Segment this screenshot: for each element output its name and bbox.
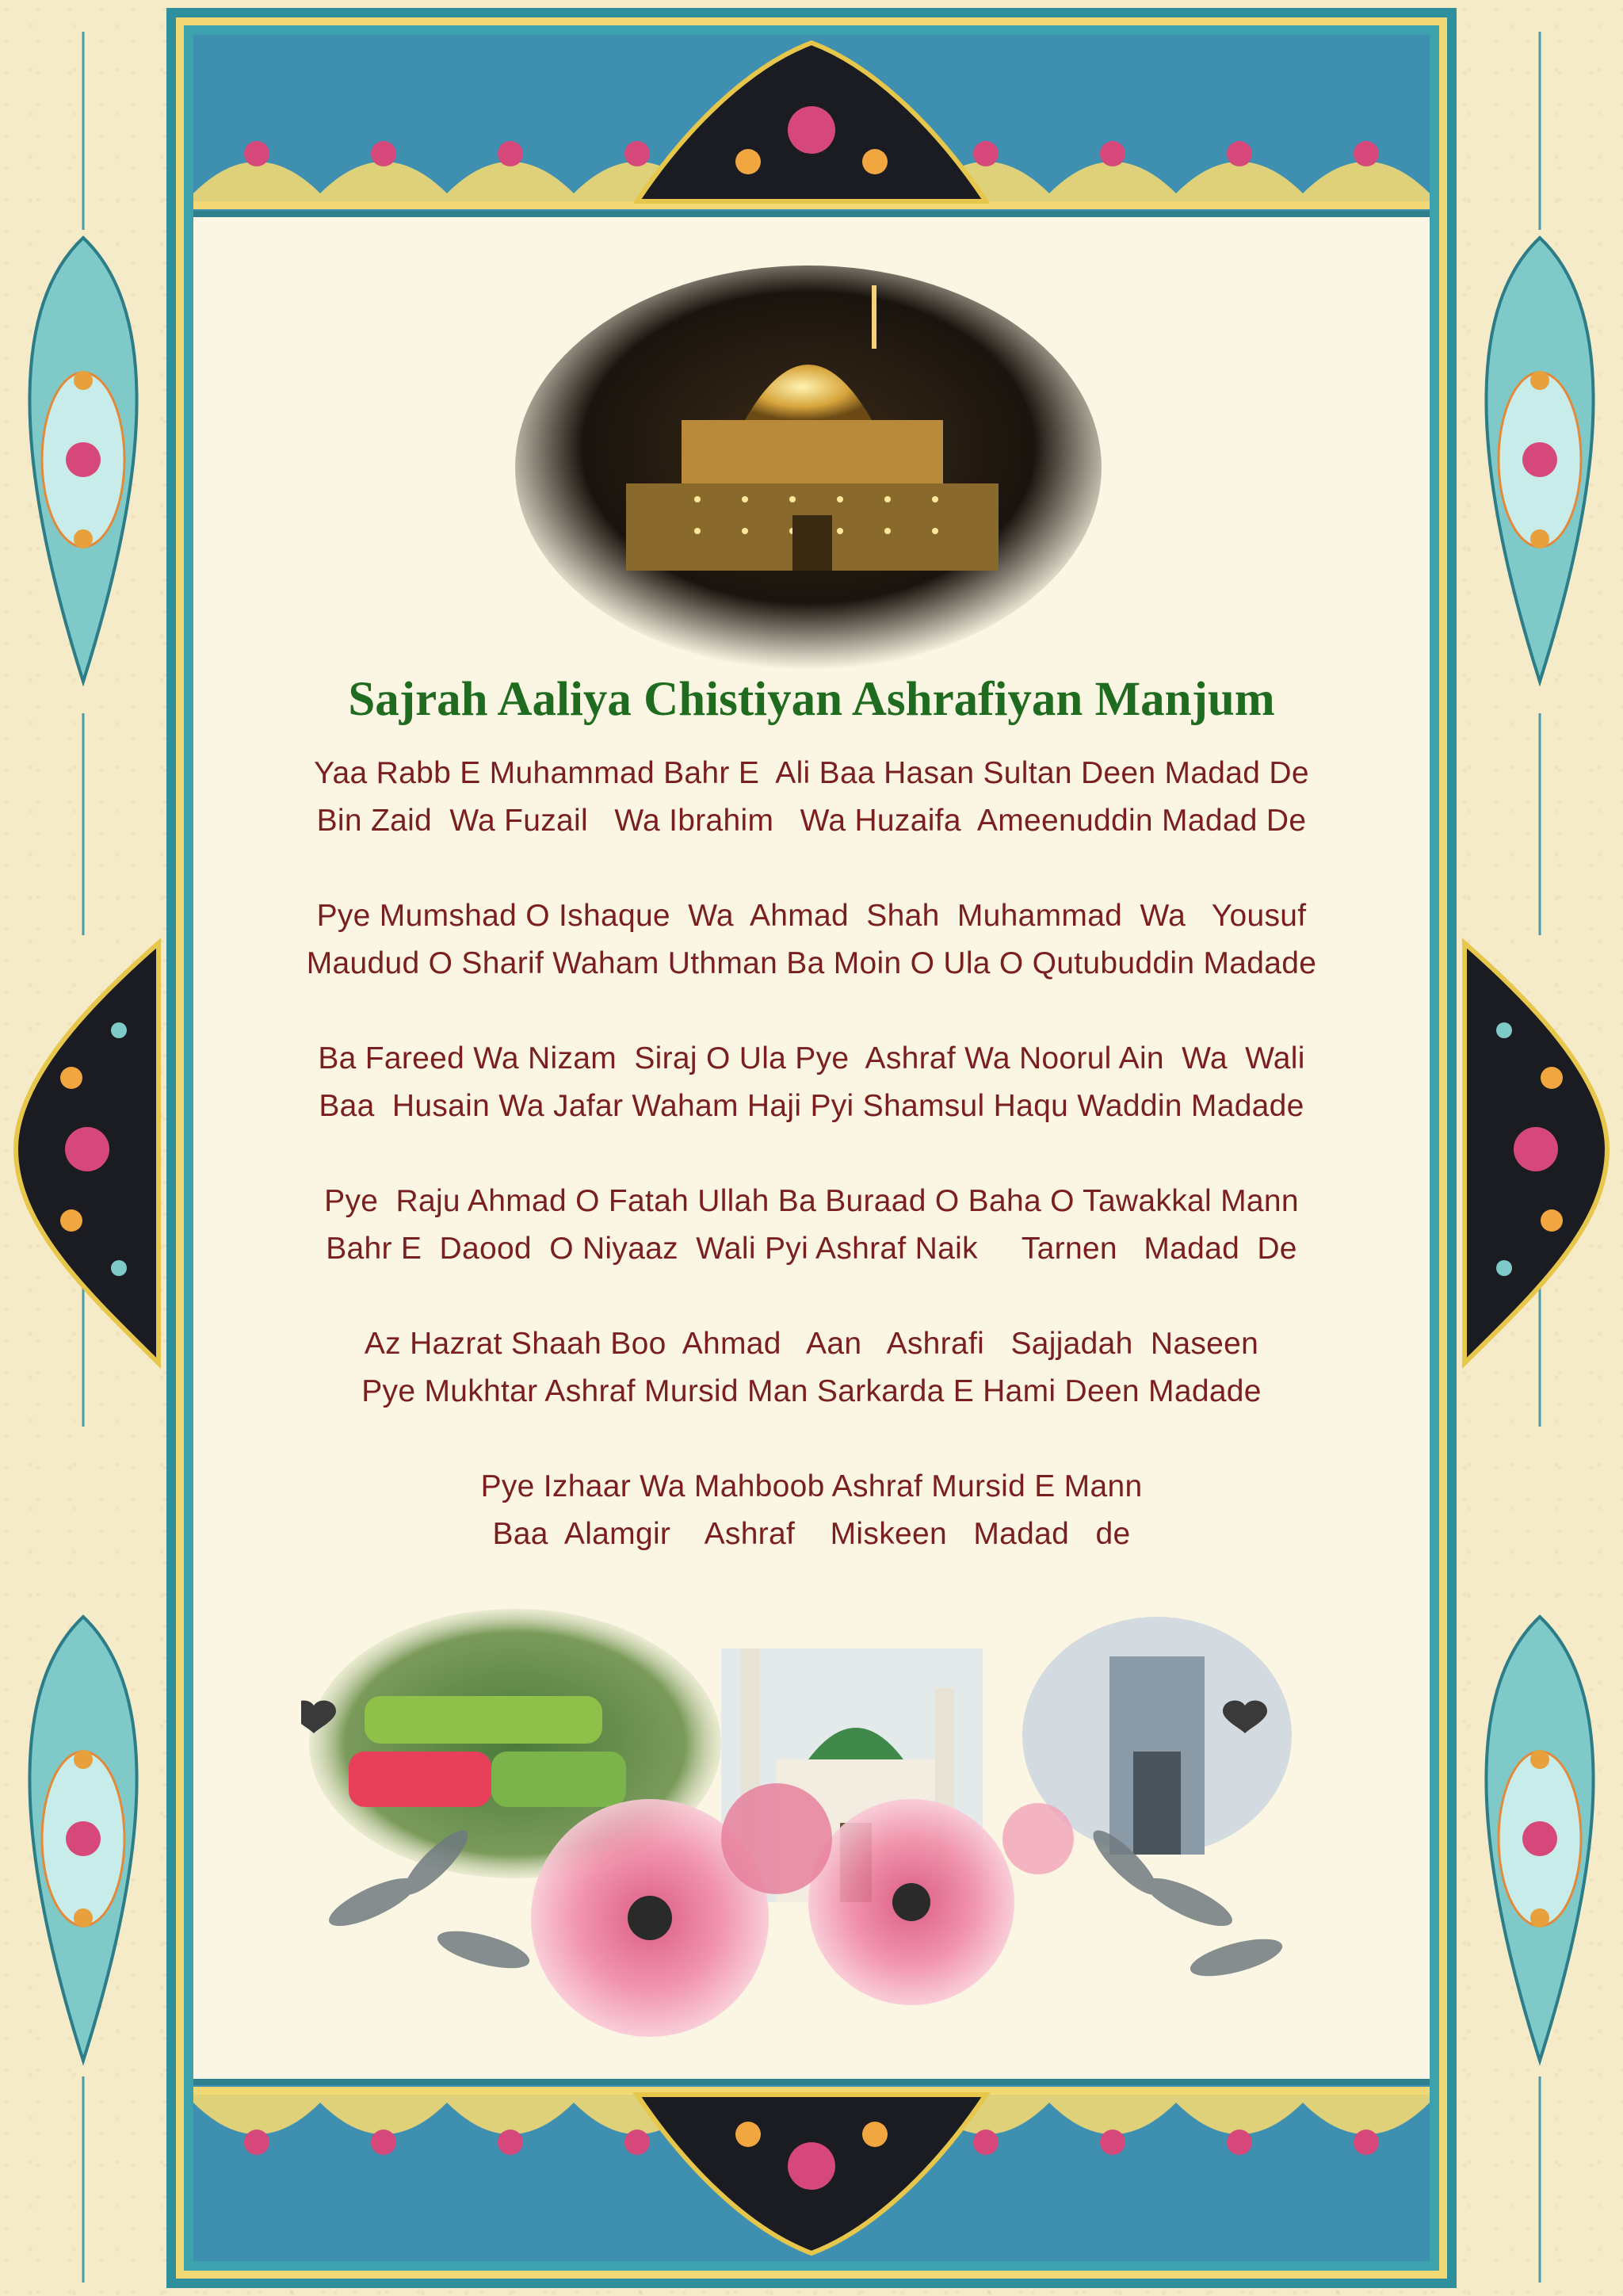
verse-line: Ba Fareed Wa Nizam Siraj O Ula Pye Ashraf Wa Noorul Ain Wa Wali: [318, 1041, 1305, 1075]
verse-line: Baa Alamgir Ashraf Miskeen Madad de: [492, 1517, 1131, 1551]
verse-block: [238, 750, 1385, 1606]
right-medallion-top: [1486, 238, 1593, 682]
right-medallion-bottom: [1486, 1617, 1593, 2061]
bottom-ornament-band: [193, 2063, 1430, 2261]
stanza: [238, 1178, 1385, 1273]
left-medallion-middle: [16, 943, 158, 1363]
verse-line: Bin Zaid Wa Fuzail Wa Ibrahim Wa Huzaifa Ameenuddin Madad De: [316, 804, 1307, 838]
stanza: [238, 1035, 1385, 1130]
shrine-dome-photo: [507, 262, 1109, 674]
verse-line: Pye Mumshad O Ishaque Wa Ahmad Shah Muhammad Wa Yousuf: [316, 899, 1307, 933]
right-ornament-column: [1457, 0, 1623, 2296]
left-medallion-top: [29, 238, 136, 682]
stanza: [238, 1463, 1385, 1558]
verse-line: Pye Mukhtar Ashraf Mursid Man Sarkarda E Hami Deen Madade: [361, 1374, 1262, 1408]
top-ornament-band: [193, 35, 1430, 233]
left-medallion-bottom: [29, 1617, 136, 2061]
stanza: [238, 892, 1385, 988]
verse-line: Bahr E Daood O Niyaaz Wali Pyi Ashraf Naik Tarnen Madad De: [326, 1232, 1297, 1266]
verse-line: Baa Husain Wa Jafar Waham Haji Pyi Shamsul Haqu Waddin Madade: [319, 1089, 1304, 1123]
stanza: [238, 750, 1385, 845]
right-medallion-middle: [1465, 943, 1607, 1363]
verse-line: Az Hazrat Shaah Boo Ahmad Aan Ashrafi Sajjadah Naseen: [364, 1327, 1259, 1361]
stanza: [238, 1320, 1385, 1415]
page-title: Sajrah Aaliya Chistiyan Ashrafiyan Manjum: [348, 673, 1275, 726]
shrine-collage-with-flowers: [301, 1601, 1331, 2045]
verse-line: Maudud O Sharif Waham Uthman Ba Moin O Ula O Qutubuddin Madade: [306, 946, 1317, 980]
left-ornament-column: [0, 0, 166, 2296]
verse-line: Pye Izhaar Wa Mahboob Ashraf Mursid E Mann: [480, 1469, 1143, 1503]
verse-line: Pye Raju Ahmad O Fatah Ullah Ba Buraad O Baha O Tawakkal Mann: [324, 1184, 1299, 1218]
verse-line: Yaa Rabb E Muhammad Bahr E Ali Baa Hasan Sultan Deen Madad De: [314, 756, 1309, 790]
